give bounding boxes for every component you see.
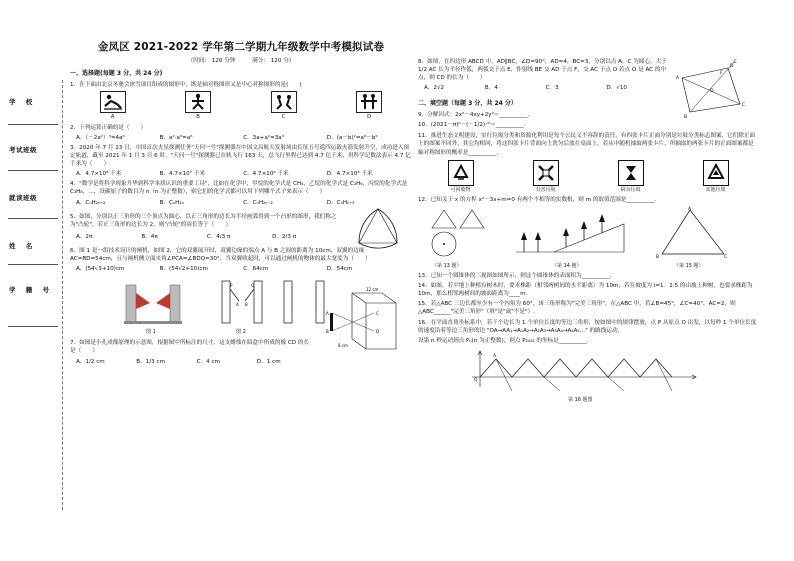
hazardous-icon <box>536 163 556 183</box>
q3-opt-b[interactable]: B．4.7×10⁷ 千米 <box>159 171 205 178</box>
question-16: 16．在平面直角坐标系中，若干个边长为 1 个单位长度的等边三角形，按如图中的规律摆放，点 P 从原点 O 出发，以每秒 1 个单位长度的速度沿着等边三角形的边 "OA→AA₁→A₁A₂→A₂A₃→A₃A₄→A₄A₅…" 的路线运动， <box>418 319 757 334</box>
q4-opt-d[interactable]: D．CₙHₙ₊₃ <box>326 199 355 206</box>
svg-text:A: A <box>493 353 497 359</box>
class-label: 考试班级 <box>9 146 37 154</box>
svg-text:A: A <box>236 302 239 308</box>
q5-opt-b[interactable]: B．4π <box>141 233 158 240</box>
trash-card-hazardous <box>533 160 559 194</box>
class-field[interactable] <box>8 170 58 171</box>
q6-fig1-caption: 图 1 <box>146 329 156 336</box>
question-15: 15．若△ABC 三边长都至少有一个内角为 60°，该三角形称为"完美三角形"，在△ABC 中，若∠B=45°，∠C=40°，AC=2，则△ABC______"完美三角形"（填"是"或"不是"）. <box>418 301 736 316</box>
seat-class-label: 就读班级 <box>9 194 37 202</box>
trash-label-kitchen: 厨余垃圾 <box>620 186 641 193</box>
question-1: 1．在下面由北京冬奥会冰雪项目组成的图形中，既是轴对称图形又是中心对称图形的是( ) <box>70 82 302 89</box>
question-10: 10．(2021－π)⁰－(－1/2)⁻²＝__________. <box>418 122 526 129</box>
name-field[interactable] <box>8 264 58 265</box>
q7-label-a: A <box>326 311 329 317</box>
q1-option-labels <box>70 114 412 122</box>
trash-label-recyclable: 可回收物 <box>450 186 471 193</box>
school-label: 学 校 <box>9 98 37 106</box>
svg-text:D: D <box>730 64 734 69</box>
q3-options <box>70 170 412 178</box>
q1-opt-b[interactable]: B <box>196 114 200 121</box>
q7-opt-c[interactable]: C．4 cm <box>196 358 220 365</box>
zigzag-triangles-figure <box>466 347 706 395</box>
svg-text:B: B <box>684 115 688 120</box>
fig14-caption: （第 14 题） <box>552 263 582 270</box>
fig15-caption: （第 15 题） <box>674 263 704 270</box>
svg-text:A: A <box>688 207 692 213</box>
question-16-part-b: 设第 n 秒运动到点 Pₙ(n 为正整数)，则点 P₂₀₂₂ 的坐标是__________. <box>418 337 589 344</box>
student-info-sidebar <box>6 92 64 342</box>
question-5: 5．如图，分别以正三角形的三个顶点为圆心，以正三角形的边长为半径画弧得到一个凸形的图形，我们称之为"凸轮"，若正三角形的边长为 2，则"凸轮"的周长等于（ ） <box>70 213 337 228</box>
seat-class-field[interactable] <box>8 218 58 219</box>
svg-text:C: C <box>724 255 728 261</box>
q3-opt-a[interactable]: A．4.7×10⁸ 千米 <box>76 171 122 178</box>
svg-text:Q: Q <box>251 283 255 289</box>
q6-fig2-caption: 图 2 <box>236 329 246 336</box>
trash-cards <box>418 160 758 194</box>
q1-figure-b <box>185 91 211 113</box>
fig16-caption: 第 16 题图 <box>568 396 593 403</box>
svg-text:A: A <box>676 76 680 81</box>
q1-opt-a[interactable]: A <box>110 114 115 121</box>
svg-text:B: B <box>245 302 248 308</box>
q5-opt-d[interactable]: D．2/3 π <box>272 233 297 240</box>
reuleaux-figure <box>352 205 404 255</box>
q1-opt-c[interactable]: C <box>281 114 286 121</box>
slope-trees-figure <box>514 206 634 262</box>
q7-opt-d[interactable]: D．1 cm <box>256 358 281 365</box>
question-4: 4．"数学是将科学现象升华到科学本质认识的重要工具"，比如在化学中，甲烷的化学式是 CH₄，乙烷的化学式是 C₂H₆，丙烷的化学式是 C₃H₈，…，设碳原子的数目为 n（n 为正整数），则它们的化学式都可以用下列哪个式子来表示（ ） <box>70 181 408 196</box>
q8-options <box>418 84 670 92</box>
exam-no-label: 学 籍 号 <box>9 286 54 294</box>
question-9: 9．分解因式：2x²－4xy+2y²＝__________. <box>418 112 530 119</box>
trash-label-hazardous: 有害垃圾 <box>535 186 556 193</box>
page-title: 金凤区 2021-2022 学年第二学期九年级数学中考模拟试卷 <box>97 41 385 53</box>
pinhole-diagram <box>322 287 408 359</box>
trash-label-other: 其他垃圾 <box>705 186 726 193</box>
q1-figure-c <box>271 91 297 113</box>
name-label: 姓 名 <box>9 242 37 250</box>
trash-card-recyclable <box>448 160 474 194</box>
skater-icon <box>186 92 210 112</box>
q8-opt-c[interactable]: C．3 <box>545 85 559 92</box>
q1-figure-d <box>356 91 382 113</box>
q8-opt-b[interactable]: B．4 <box>484 85 498 92</box>
svg-text:O: O <box>710 89 714 94</box>
gate-diagram <box>218 277 266 327</box>
q3-opt-d[interactable]: D．4.7×10⁶ 千米 <box>326 171 373 178</box>
cone-three-views <box>426 206 486 262</box>
q4-opt-b[interactable]: B．CₙH₂ₙ <box>159 199 184 206</box>
section-fill: 二、填空题（每题 3 分，共 24 分） <box>418 100 517 108</box>
pair-skater-icon <box>357 92 381 112</box>
q7-dim-8: 8 cm <box>338 343 348 349</box>
q6-opt-d[interactable]: D．54cm <box>326 266 353 273</box>
school-field[interactable] <box>8 124 58 125</box>
q1-figures <box>70 91 412 113</box>
q4-opt-a[interactable]: A．CₙH₂ₙ₊₂ <box>76 199 106 206</box>
q7-label-d: D <box>376 329 380 335</box>
q7-opt-a[interactable]: A．1/2 cm <box>76 358 105 365</box>
q5-block <box>70 213 412 241</box>
q1-opt-d[interactable]: D <box>367 114 372 121</box>
gate-photo <box>122 277 184 327</box>
question-12: 12．已知关于 x 的方程 x²－3x+m=0 有两个不相等的实数根，则 m 的取值范围是__________. <box>418 196 657 203</box>
question-13: 13．已知一个圆锥体的三视图如图所示，则这个圆锥体的表面积为__________. <box>418 273 612 280</box>
q4-opt-c[interactable]: C．CₙH₂ₙ₋₂ <box>243 199 273 206</box>
question-3: 3．2020 年 7 月 23 日，中国首次火星探测任务"天问一号"探测器在中国文昌航天发射场由长征五号遥四运载火箭发射升空，成功进入预定轨道，截至 2021 年 1 月 3 日 6 时，"天问一号"探测器已在轨飞行 163 天，总飞行里程已达到 4.7 亿千米，用科学记数法表示 4.7 亿千米为（ ）. <box>70 144 411 168</box>
q2-opt-b[interactable]: B．a²·a³=a⁶ <box>159 134 193 141</box>
gate-diagram-2 <box>280 277 328 327</box>
trash-card-other <box>703 160 729 194</box>
q7-opt-b[interactable]: B．1/3 cm <box>136 358 166 365</box>
svg-text:F: F <box>720 71 723 76</box>
q13-15-figures <box>418 206 758 272</box>
q16-figure-block <box>418 347 758 407</box>
svg-text:P: P <box>230 283 233 289</box>
q5-options <box>70 233 340 241</box>
q6-options <box>70 265 412 273</box>
left-column <box>70 40 412 368</box>
q2-opt-c[interactable]: C．3a+a²=3a³ <box>243 134 284 141</box>
section-choice: 一、选择题(每题 3 分，共 24 分) <box>70 70 163 78</box>
q5-opt-a[interactable]: A．2π <box>76 233 93 240</box>
svg-text:O: O <box>474 377 478 383</box>
question-6: 6．图 1 是一组技术设计的闸机，如图 2，它的双翼展开时，双翼边缘的端点 A 与 B 之间的距离为 10cm，双翼的边缘 AC=BD=54cm，且与闸机侧立面夹角∠PCA=∠BDQ=30°．当双翼收起时，可以通过闸机的物体的最大宽度为（ ） <box>70 247 371 263</box>
triangle-abc-figure <box>654 206 730 262</box>
question-8: 8．如图，在四边形 ABCD 中，AD∥BC，∠D=90°，AD=4，BC=3，分别以点 A，C 为圆心，大于 1/2 AC 长为半径作弧，两弧交于点 E，作射线 BE 交 AD 于点 F，交 AC 于点 O 若点 O 是 AC 的中点，则 CD 的长为（ ） <box>418 59 667 82</box>
seal-line <box>62 80 63 510</box>
svg-text:E: E <box>734 60 737 65</box>
right-column <box>418 58 758 407</box>
other-waste-icon <box>706 163 726 183</box>
exam-no-field[interactable] <box>8 326 58 327</box>
q1-figure-a <box>100 91 126 113</box>
q6-opt-b[interactable]: B．(54√2+10)cm <box>159 266 208 273</box>
q3-opt-c[interactable]: C．4.7×10⁹ 千米 <box>243 171 289 178</box>
page-subtitle: （时间： 120 分钟 满分： 120 分） <box>187 58 295 65</box>
question-2: 2．下列运算正确的是（ ） <box>70 124 147 131</box>
skier-icon <box>101 92 125 112</box>
q5-opt-c[interactable]: C．4/3 π <box>206 233 231 240</box>
fig13-caption: （第 13 题） <box>432 263 462 270</box>
question-11: 11．推进生态文明建设，实行垃圾分类和资源化利用是每个公民义不容辞的责任，有四张卡片正面分别是垃圾分类标志图案，它们除正面上的图案不同外，其它均相同，将这四张卡片背面向上洗匀后放在桌面上，若从中随机抽取两张卡片，所抽取的两张卡片的正面图案都是轴对称图形的概率是__________. <box>418 133 756 156</box>
q6-opt-a[interactable]: A．(54√3+10)cm <box>76 266 125 273</box>
q6-opt-c[interactable]: C．64cm <box>243 266 269 273</box>
q2-opt-a[interactable]: A．（－2a²）³=4a⁶ <box>76 134 125 141</box>
question-14: 14．如图，若平地上种植有树木时，要求株距（相邻两树间的水平距离）为 10m，若在坡度为 i=1：2.5 的山坡上种树，也要求株距为 10m，那么相邻两树间的坡面距离为____m. <box>418 283 753 298</box>
kitchen-waste-icon <box>621 163 641 183</box>
hockey-icon <box>272 92 296 112</box>
q2-options <box>70 134 412 142</box>
q7-options <box>70 358 320 366</box>
q2-opt-d[interactable]: D．(a－b)²=a²－b² <box>326 134 378 141</box>
q7-label-c: C <box>376 311 379 317</box>
q7-label-b: B <box>326 329 329 335</box>
q8-quadrilateral-figure <box>674 58 754 120</box>
svg-text:C: C <box>742 103 746 108</box>
trash-card-kitchen <box>618 160 644 194</box>
q7-dim-12: 12 cm <box>366 287 379 293</box>
svg-text:B: B <box>656 255 660 261</box>
q8-opt-a[interactable]: A．2√2 <box>424 85 445 92</box>
q8-opt-d[interactable]: D．√10 <box>606 85 627 92</box>
recycle-icon <box>451 163 471 183</box>
question-7: 7．如图是小孔成像原理的示意图，根据图中所标注的尺寸，这支蜡烛在暗盒中所成的像 CD 的长是（ ） <box>70 340 310 355</box>
